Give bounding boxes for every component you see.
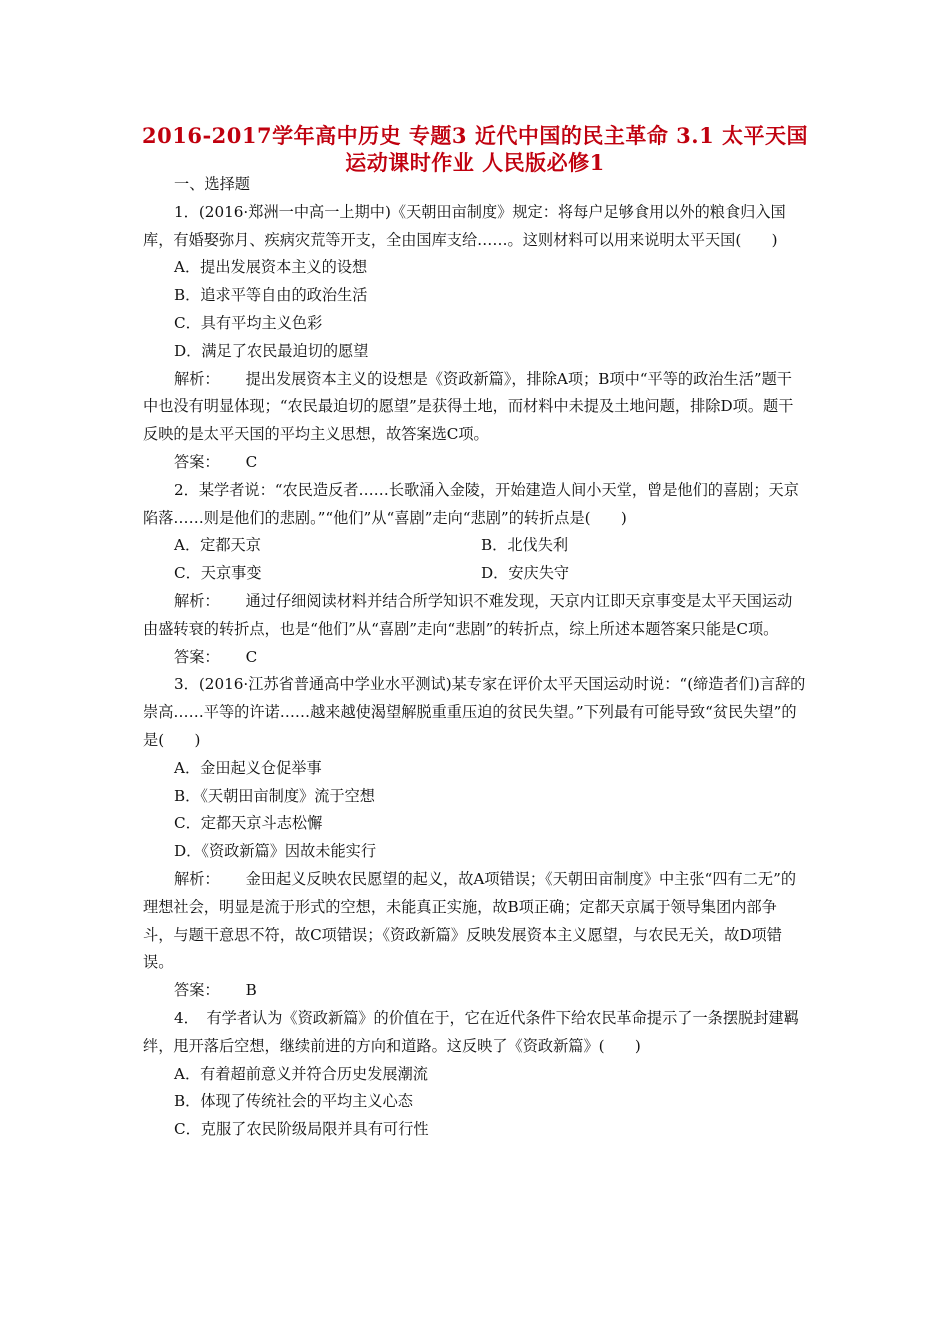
- question-3-option-b: B．《天朝田亩制度》流于空想: [174, 786, 375, 805]
- question-2-answer-value: C: [245, 647, 258, 666]
- question-2-options-row-2: [143, 560, 807, 588]
- question-1-option-c: C．具有平均主义色彩: [174, 313, 323, 332]
- question-3-option-c: C．定都天京斗志松懈: [174, 814, 323, 833]
- question-1-analysis-text: 提出发展资本主义的设想是《资政新篇》，排除A项；B项中“平等的政治生活”题干中也没有明显体现；“农民最迫切的愿望”是获得土地，而材料中未提及土地问题，排除D项。题干反映的是太平天国的平均主义思想，故答案选C项。: [143, 369, 794, 444]
- question-1-stem: 1．(2016·郑洲一中高一上期中)《天朝田亩制度》规定：将每户足够食用以外的粮食归入国库，有婚娶弥月、疾病灾荒等开支，全由国库支给……。这则材料可以用来说明太平天国( ): [143, 202, 786, 249]
- section-heading: 一、选择题: [174, 175, 250, 193]
- question-4-option-c: C．克服了农民阶级局限并具有可行性: [174, 1120, 429, 1139]
- question-3-stem: 3．(2016·江苏省普通高中学业水平测试)某专家在评价太平天国运动时说：“(缔造者们)言辞的崇高……平等的许诺……越来越使渴望解脱重重压迫的贫民失望。”下列最有可能导致“贫民失望”的是( ): [143, 675, 806, 749]
- question-2-option-c: C．天京事变: [174, 564, 262, 583]
- document-title: 2016-2017学年高中历史 专题3 近代中国的民主革命 3.1 太平天国运动课时作业 人民版必修1: [142, 123, 808, 175]
- question-2-option-a: A．定都天京: [174, 536, 261, 555]
- question-3-option-a: A．金田起义仓促举事: [174, 758, 322, 777]
- question-4-stem: 4． 有学者认为《资政新篇》的价值在于，它在近代条件下给农民革命提示了一条摆脱封建羁绊，甩开落后空想，继续前进的方向和道路。这反映了《资政新篇》( ): [143, 1008, 799, 1055]
- question-4-option-b: B．体现了传统社会的平均主义心态: [174, 1092, 413, 1111]
- question-3-analysis-text: 金田起义反映农民愿望的起义，故A项错误；《天朝田亩制度》中主张“四有二无”的理想社会，明显是流于形式的空想，未能真正实施，故B项正确；定都天京属于领导集团内部争斗，与题干意思不符，故C项错误；《资政新篇》反映发展资本主义愿望，与农民无关，故D项错误。: [143, 869, 797, 972]
- analysis-label: 解析：: [174, 591, 220, 610]
- question-1-option-a: A．提出发展资本主义的设想: [174, 258, 368, 277]
- question-2-analysis: [143, 588, 807, 644]
- question-3-answer: [143, 977, 807, 1005]
- question-1-answer-value: C: [245, 452, 258, 471]
- analysis-label: 解析：: [174, 369, 220, 388]
- question-1-analysis: [143, 366, 807, 449]
- question-2-options-row-1: [143, 532, 807, 560]
- question-2-stem: 2．某学者说：“农民造反者……长歌涌入金陵，开始建造人间小天堂，曾是他们的喜剧；天京陷落……则是他们的悲剧。”“他们”从“喜剧”走向“悲剧”的转折点是( ): [143, 480, 799, 527]
- question-1-option-b: B．追求平等自由的政治生活: [174, 286, 368, 305]
- document-body: [143, 171, 807, 1144]
- answer-label: 答案：: [174, 647, 220, 666]
- question-2-answer: [143, 644, 807, 672]
- question-3-analysis: [143, 866, 807, 977]
- answer-label: 答案：: [174, 452, 220, 471]
- question-2-option-b: B．北伐失利: [481, 536, 569, 555]
- analysis-label: 解析：: [174, 869, 220, 888]
- question-4-option-a: A．有着超前意义并符合历史发展潮流: [174, 1064, 428, 1083]
- question-2-analysis-text: 通过仔细阅读材料并结合所学知识不难发现，天京内讧即天京事变是太平天国运动由盛转衰的转折点，也是“他们”从“喜剧”走向“悲剧”的转折点，综上所述本题答案只能是C项。: [143, 591, 793, 638]
- answer-label: 答案：: [174, 981, 220, 1000]
- question-1-option-d: D．满足了农民最迫切的愿望: [174, 341, 369, 360]
- question-1-answer: [143, 449, 807, 477]
- question-3-option-d: D．《资政新篇》因故未能实行: [174, 842, 377, 861]
- question-2-option-d: D．安庆失守: [481, 564, 570, 583]
- question-3-answer-value: B: [245, 981, 257, 1000]
